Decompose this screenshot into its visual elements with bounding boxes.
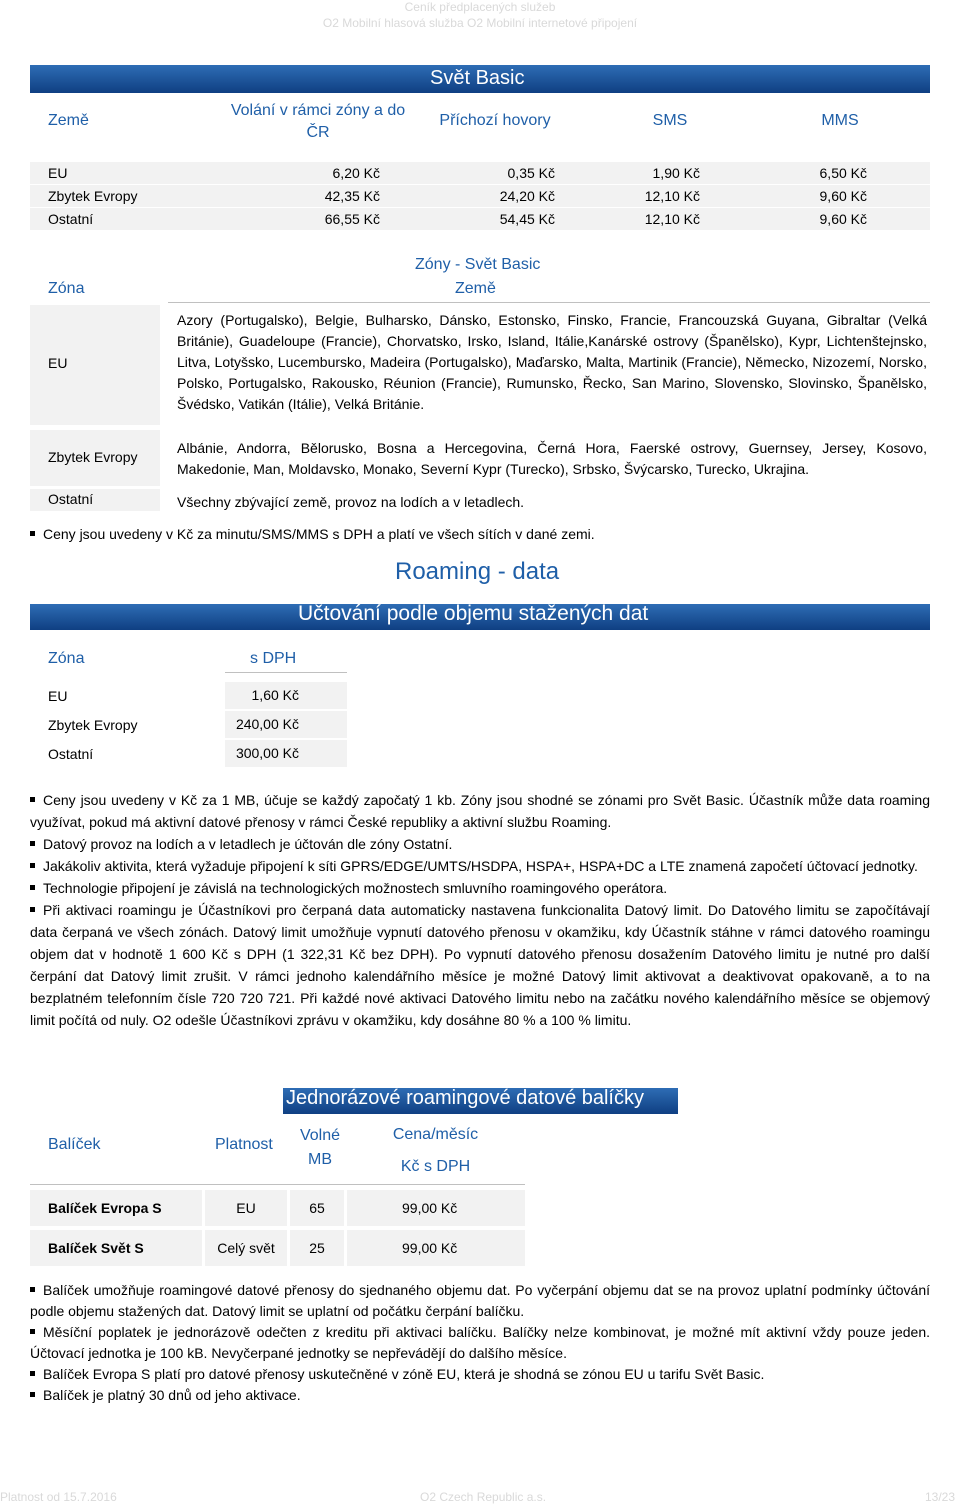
zone-ostatni-countries: Všechny zbývající země, provoz na lodích a v letadlech.	[177, 494, 525, 510]
package-notes	[30, 1280, 930, 1406]
package-mb: 65	[290, 1190, 344, 1226]
table-row	[30, 162, 930, 184]
price-cell: 9,60 Kč	[819, 211, 867, 227]
table-row	[30, 208, 930, 230]
roaming-header-divider	[225, 672, 347, 673]
zones-col-zona: Zóna	[48, 280, 85, 297]
table-row	[30, 740, 348, 767]
package-name: Balíček Svět S	[30, 1230, 202, 1266]
zone-ostatni-label: Ostatní	[48, 491, 94, 507]
packages-col-volne: Volné MB	[299, 1127, 341, 1168]
zone-eu-countries: Azory (Portugalsko), Belgie, Bulharsko, Dánsko, Estonsko, Finsko, Francie, Francouzská Guyana, Gibraltar (Velká Británie), Guadeloupe (Francie), Chorvatsko, Irsko, Island, Itálie,Kanárské ostrovy (Španělsko), Kypr, Lichtenštejnsko, Litva, Lotyšsko, Lucembursko, Madeira (Portugalsko), Maďarsko, Malta, Martinik (Francie), Německo, Nizozemí, Norsko, Polsko, Portugalsko, Rakousko, Réunion (Francie), Rumunsko, Řecko, San Marino, Slovensko, Slovinsko, Španělsko, Švédsko, Vatikán (Itálie), Velká Británie.	[177, 312, 927, 412]
list-item: Balíček je platný 30 dnů od jeho aktivace.	[30, 1385, 930, 1406]
col-header-sms: SMS	[652, 112, 688, 129]
list-item: Jakákoliv aktivita, která vyžaduje připojení k síti GPRS/EDGE/UMTS/HSDPA, HSPA+, HSPA+DC a LTE znamená započetí účtovací jednotky.	[30, 855, 930, 877]
zone-eu-label: EU	[48, 355, 68, 371]
package-cena: 99,00 Kč	[347, 1230, 525, 1266]
package-mb: 25	[290, 1230, 344, 1266]
zone-zbytek-label: Zbytek Evropy	[48, 449, 138, 465]
roaming-col-zona: Zóna	[48, 650, 85, 667]
bullet-icon	[30, 841, 35, 846]
bullet-icon	[30, 907, 35, 912]
price-cell: 12,10 Kč	[644, 188, 700, 204]
price-cell: 42,35 Kč	[324, 188, 380, 204]
price-cell: 300,00 Kč	[225, 740, 347, 767]
price-cell: 24,20 Kč	[499, 188, 555, 204]
roaming-col-dph: s DPH	[250, 650, 297, 667]
packages-header-divider	[30, 1184, 525, 1185]
footer-company: O2 Czech Republic a.s.	[420, 1490, 547, 1504]
bullet-icon	[30, 1392, 35, 1397]
list-item: Při aktivaci roamingu je Účastníkovi pro čerpaná data automaticky nastavena funkcionalita Datový limit. Do Datového limitu se započítávají data čerpaná ve všech zónách. Datový limit umožňuje vypnutí datového přenosu v okamžiku, kdy Účastník stáhne v rámci datového roamingu objem dat v hodnotě 1 600 Kč s DPH (1 322,31 Kč bez DPH). Po vypnutí datového přenosu dosažením Datového limitu je nutné pro další čerpání dat Datový limit zrušit. V rámci jednoho kalendářního měsíce je možné Datový limit aktivovat a deaktivovat opakovaně, a to na bezplatném telefonním čísle 720 720 721. Při každé nové aktivaci Datového limitu nebo na začátku nového kalendářního měsíce se objemový limit počítá od nuly. O2 odešle Účastníkovi zprávu v okamžiku, kdy dosáhne 80 % a 100 % limitu.	[30, 902, 930, 1028]
table-row	[30, 711, 348, 738]
note-prices: Ceny jsou uvedeny v Kč za minutu/SMS/MMS s DPH a platí ve všech sítích v dané zemi.	[30, 523, 930, 545]
price-cell: 6,50 Kč	[819, 165, 867, 181]
list-item: Balíček Evropa S platí pro datové přenosy uskutečněné v zóně EU, která je shodná se zónou EU u tarifu Svět Basic.	[30, 1364, 930, 1385]
footer-page-number: 13/23	[925, 1490, 956, 1504]
list-item: Balíček umožňuje roamingové datové přenosy do sjednaného objemu dat. Po vyčerpání objemu dat se na provoz uplatní podmínky účtování podle objemu stažených dat. Datový limit se uplatní od počátku čerpání balíčku.	[30, 1282, 930, 1319]
list-item: Datový provoz na lodích a v letadlech je účtován dle zóny Ostatní.	[30, 833, 930, 855]
bullet-icon	[30, 531, 35, 536]
bullet-icon	[30, 885, 35, 890]
table-row	[30, 1190, 525, 1226]
zones-header-divider	[168, 302, 930, 303]
zone-cell: EU	[48, 687, 68, 704]
price-cell: 240,00 Kč	[225, 711, 347, 738]
package-platnost: Celý svět	[205, 1230, 287, 1266]
bullet-icon	[30, 863, 35, 868]
price-cell: 1,60 Kč	[225, 682, 347, 709]
footer-validity: Platnost od 15.7.2016	[0, 1490, 117, 1504]
svet-basic-table-body	[30, 162, 930, 230]
table-row	[30, 185, 930, 207]
price-cell: 9,60 Kč	[819, 188, 867, 204]
zone-cell: Ostatní	[48, 745, 94, 762]
packages-title: Jednorázové roamingové datové balíčky	[286, 1087, 644, 1109]
roaming-table-body	[30, 682, 348, 767]
bullet-icon	[30, 1329, 35, 1334]
packages-table-body	[30, 1190, 525, 1266]
package-name: Balíček Evropa S	[30, 1190, 202, 1226]
zones-col-zeme: Země	[455, 280, 496, 297]
price-cell: 54,45 Kč	[499, 211, 555, 227]
list-item: Technologie připojení je závislá na technologických možnostech smluvního roamingového operátora.	[30, 877, 930, 899]
package-cena: 99,00 Kč	[347, 1190, 525, 1226]
zone-cell: EU	[48, 165, 68, 181]
table-row	[30, 1230, 525, 1266]
price-cell: 6,20 Kč	[332, 165, 380, 181]
list-item: Ceny jsou uvedeny v Kč za 1 MB, účuje se každý započatý 1 kb. Zóny jsou shodné se zónami pro Svět Basic. Účastník může data roaming využívat, pokud má aktivní datové přenosy v rámci České republiky a aktivní službu Roaming.	[30, 792, 930, 830]
zone-cell: Zbytek Evropy	[48, 716, 138, 733]
roaming-notes	[30, 789, 930, 1031]
package-platnost: EU	[205, 1190, 287, 1226]
col-header-mms: MMS	[821, 112, 859, 129]
packages-col-cena-sub: Kč s DPH	[400, 1158, 471, 1175]
bullet-icon	[30, 1287, 35, 1292]
zone-zbytek-countries: Albánie, Andorra, Bělorusko, Bosna a Hercegovina, Černá Hora, Faerské ostrovy, Guernsey, Jersey, Kosovo, Makedonie, Man, Moldavsko, Monako, Severní Kypr (Turecko), Srbsko, Švýcarsko, Turecko, Ukrajina.	[177, 440, 927, 477]
packages-col-balicek: Balíček	[48, 1136, 101, 1153]
packages-col-platnost: Platnost	[215, 1136, 273, 1153]
col-header-zeme: Země	[48, 112, 89, 129]
bullet-icon	[30, 1371, 35, 1376]
col-header-prichozi: Příchozí hovory	[439, 112, 551, 129]
zone-cell: Ostatní	[48, 211, 94, 227]
bullet-icon	[30, 797, 35, 802]
list-item: Měsíční poplatek je jednorázově odečten z kreditu při aktivaci balíčku. Balíčky nelze kombinovat, je možné mít aktivní vždy pouze jeden. Účtovací jednotka je 100 kB. Nevyčerpané jednotky se nepřevádějí do dalšího měsíce.	[30, 1324, 930, 1361]
price-cell: 66,55 Kč	[324, 211, 380, 227]
packages-col-cena: Cena/měsíc	[392, 1126, 479, 1143]
roaming-data-title: Roaming - data	[395, 558, 560, 585]
col-header-volani: Volání v rámci zóny a do ČR	[230, 102, 406, 141]
price-cell: 12,10 Kč	[644, 211, 700, 227]
svet-basic-title: Svět Basic	[430, 67, 525, 89]
price-cell: 1,90 Kč	[652, 165, 700, 181]
zone-cell: Zbytek Evropy	[48, 188, 138, 204]
roaming-data-subtitle: Účtování podle objemu stažených dat	[298, 602, 649, 625]
table-row	[30, 682, 348, 709]
price-cell: 0,35 Kč	[507, 165, 555, 181]
page-header-title: Ceník předplacených služeb	[404, 0, 556, 14]
page-header-services: O2 Mobilní hlasová služba O2 Mobilní internetové připojení	[322, 16, 638, 30]
zones-title: Zóny - Svět Basic	[415, 256, 541, 273]
